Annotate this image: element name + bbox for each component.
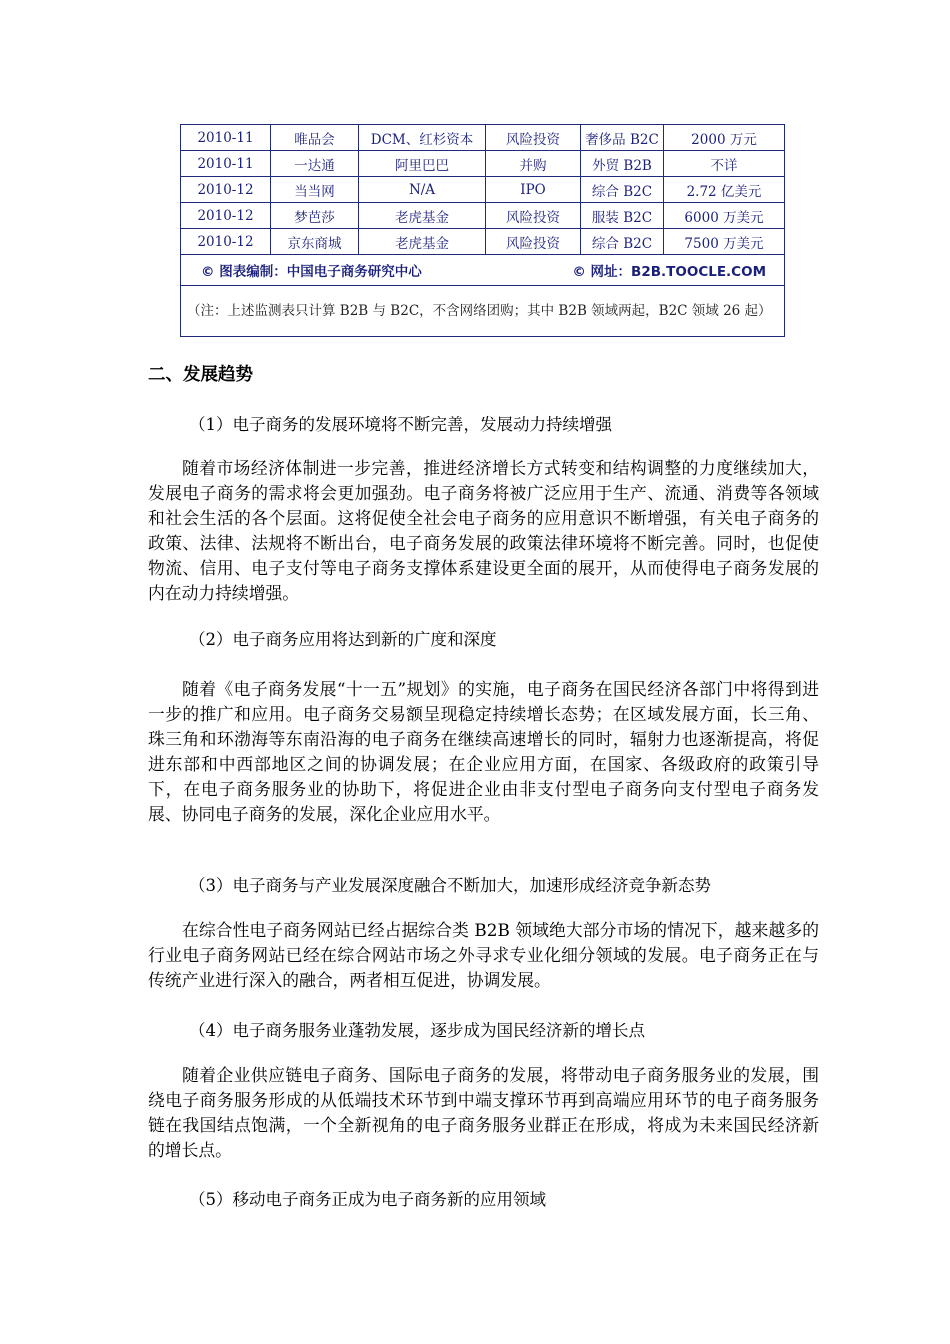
- credit-website: © 网址：B2B.TOOCLE.COM: [572, 264, 766, 280]
- date-cell: 2010-12: [181, 229, 271, 255]
- date-cell: 2010-11: [181, 125, 271, 151]
- paragraph: 随着企业供应链电子商务、国际电子商务的发展，将带动电子商务服务业的发展，围绕电子商务服务形成的从低端技术环节到中端支撑环节再到高端应用环节的电子商务服务链在我国结点饱满，一个全新视角的电子商务服务业群正在形成，将成为未来国民经济新的增长点。: [148, 1065, 819, 1160]
- table-row: [181, 151, 785, 177]
- credit-cell: [181, 255, 785, 286]
- type-cell: IPO: [486, 177, 581, 203]
- paragraph: 随着市场经济体制进一步完善，推进经济增长方式转变和结构调整的力度继续加大，发展电子商务的需求将会更加强劲。电子商务将被广泛应用于生产、流通、消费等各领域和社会生活的各个层面。这将促使全社会电子商务的应用意识不断增强，有关电子商务的政策、法律、法规将不断出台，电子商务发展的政策法律环境将不断完善。同时，也促使物流、信用、电子支付等电子商务支撑体系建设更全面的展开，从而使得电子商务发展的内在动力持续增强。: [148, 458, 819, 603]
- table-row: [181, 203, 785, 229]
- company-cell: 一达通: [271, 151, 359, 177]
- field-cell: 外贸 B2B: [581, 151, 664, 177]
- amount-cell: 2.72 亿美元: [664, 177, 785, 203]
- field-cell: 奢侈品 B2C: [581, 125, 664, 151]
- date-cell: 2010-12: [181, 177, 271, 203]
- section-title: 二、发展趋势: [148, 365, 253, 385]
- subsection-title: （3）电子商务与产业发展深度融合不断加大，加速形成经济竞争新态势: [189, 876, 711, 895]
- field-cell: 综合 B2C: [581, 177, 664, 203]
- investor-cell: N/A: [359, 177, 486, 203]
- investment-table: [180, 124, 785, 337]
- type-cell: 并购: [486, 151, 581, 177]
- note-row: [181, 286, 785, 337]
- investor-cell: 老虎基金: [359, 229, 486, 255]
- credit-source: © 图表编制：中国电子商务研究中心: [201, 264, 422, 280]
- table-row: [181, 177, 785, 203]
- subsection-title: （2）电子商务应用将达到新的广度和深度: [189, 630, 497, 649]
- amount-cell: 不详: [664, 151, 785, 177]
- type-cell: 风险投资: [486, 125, 581, 151]
- table-row: [181, 125, 785, 151]
- investor-cell: 老虎基金: [359, 203, 486, 229]
- company-cell: 当当网: [271, 177, 359, 203]
- company-cell: 梦芭莎: [271, 203, 359, 229]
- date-cell: 2010-12: [181, 203, 271, 229]
- amount-cell: 2000 万元: [664, 125, 785, 151]
- table-note: （注：上述监测表只计算 B2B 与 B2C，不含网络团购；其中 B2B 领域两起，B2C 领域 26 起）: [181, 286, 785, 337]
- date-cell: 2010-11: [181, 151, 271, 177]
- subsection-title: （1）电子商务的发展环境将不断完善，发展动力持续增强: [189, 415, 612, 434]
- field-cell: 服装 B2C: [581, 203, 664, 229]
- table-row: [181, 229, 785, 255]
- amount-cell: 6000 万美元: [664, 203, 785, 229]
- investor-cell: DCM、红杉资本: [359, 125, 486, 151]
- subsection-title: （5）移动电子商务正成为电子商务新的应用领域: [189, 1190, 546, 1209]
- type-cell: 风险投资: [486, 203, 581, 229]
- credit-row: [181, 255, 785, 286]
- type-cell: 风险投资: [486, 229, 581, 255]
- paragraph: 在综合性电子商务网站已经占据综合类 B2B 领域绝大部分市场的情况下，越来越多的行业电子商务网站已经在综合网站市场之外寻求专业化细分领域的发展。电子商务正在与传统产业进行深入的融合，两者相互促进，协调发展。: [148, 920, 819, 990]
- company-cell: 京东商城: [271, 229, 359, 255]
- subsection-title: （4）电子商务服务业蓬勃发展，逐步成为国民经济新的增长点: [189, 1021, 645, 1040]
- paragraph: 随着《电子商务发展“十一五”规划》的实施，电子商务在国民经济各部门中将得到进一步的推广和应用。电子商务交易额呈现稳定持续增长态势；在区域发展方面，长三角、珠三角和环渤海等东南沿海的电子商务在继续高速增长的同时，辐射力也逐渐提高，将促进东部和中西部地区之间的协调发展；在企业应用方面，在国家、各级政府的政策引导下，在电子商务服务业的协助下，将促进企业由非支付型电子商务向支付型电子商务发展、协同电子商务的发展，深化企业应用水平。: [148, 679, 819, 824]
- field-cell: 综合 B2C: [581, 229, 664, 255]
- investor-cell: 阿里巴巴: [359, 151, 486, 177]
- company-cell: 唯品会: [271, 125, 359, 151]
- amount-cell: 7500 万美元: [664, 229, 785, 255]
